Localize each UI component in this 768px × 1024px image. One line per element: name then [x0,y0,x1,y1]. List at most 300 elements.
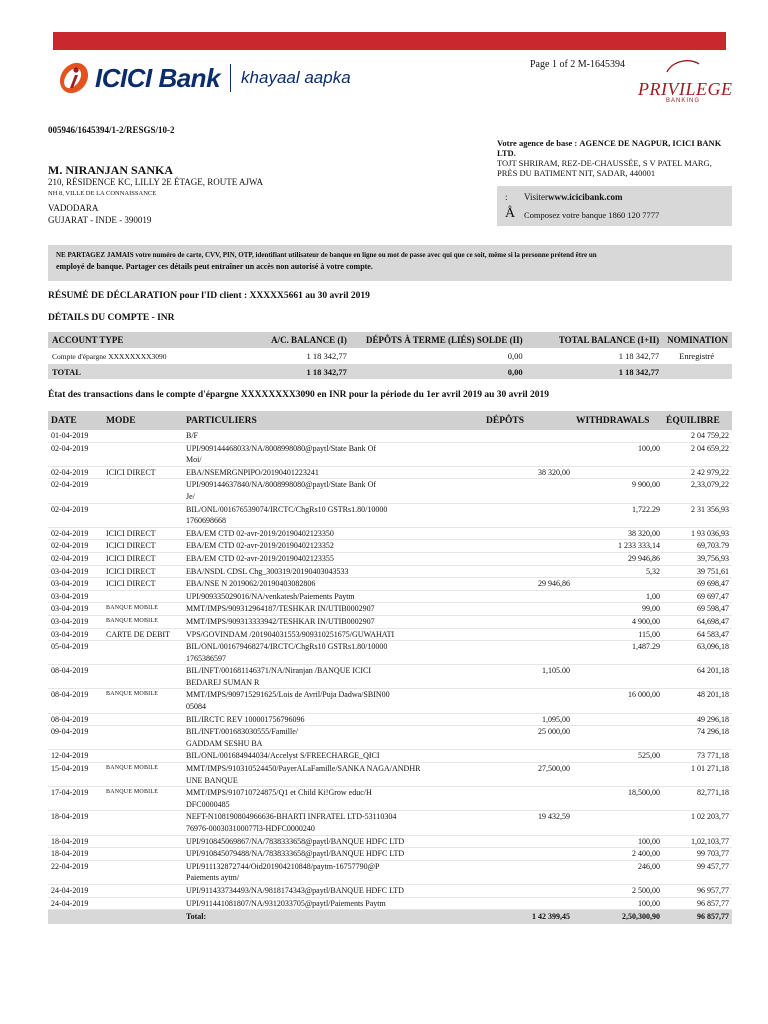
account-type-cell: Compte d'épargne XXXXXXXX3090 [52,351,167,361]
tx-withdrawal-cell: 2 500,00 [573,884,663,897]
customer-address-line2: NH 8, VILLE DE LA CONNAISSANCE [48,190,157,197]
table-row [48,750,732,763]
tx-particulars-cell: BIL/INFT/001681146371/NA/Niranjan /BANQUE ICICI [186,666,372,676]
tx-particulars-cell: NEFT-N108190804966636-BHARTI INFRATEL LTD-53110304 [186,812,397,822]
total-balance-cell: 1 18 342,77 [618,351,660,361]
table-row [48,665,732,677]
warning-line2: employé de banque. Partager ces détails peut entraîner un accès non autorisé à votre compte. [56,262,373,271]
customer-city: VADODARA [48,203,99,213]
tx-balance-cell: 39,756,93 [663,552,732,565]
transactions-table [48,411,732,924]
tx-deposit-cell [483,860,573,872]
tx-deposit-cell [483,848,573,861]
tx-withdrawal-cell: 1,00 [573,590,663,603]
account-header-row [48,332,732,348]
summary-title: RÉSUMÉ DE DÉCLARATION pour l'ID client : XXXXX5661 au 30 avril 2019 [48,291,370,301]
phone-line: Composez votre banque 1860 120 7777 [524,210,660,220]
tx-balance-cell: 69,703.79 [663,540,732,553]
table-row [48,527,732,540]
home-branch [497,138,732,178]
web-prefix: Visiter [524,192,548,202]
tx-date-cell [48,454,103,466]
tx-date-cell: 12-04-2019 [48,750,103,763]
tx-mode-cell [103,848,183,861]
table-row [48,603,732,616]
tx-date-cell: 02-04-2019 [48,552,103,565]
tx-mode-cell: CARTE DE DEBIT [103,628,183,641]
top-red-bar [53,32,726,50]
table-row [48,628,732,641]
logo-separator [230,64,231,92]
tx-mode-cell: BANQUE MOBILE [106,691,159,698]
tx-balance-cell: 2 31 356,93 [691,504,729,514]
tx-date-cell: 02-04-2019 [48,540,103,553]
tx-particulars-cell: UPI/911433734493/NA/9818174343@paytl/BANQUE HDFC LTD [183,884,483,897]
tx-balance-cell: 64 201,18 [697,666,729,676]
total-spacer-date [48,910,103,925]
icici-logo-icon [57,61,91,95]
tx-withdrawal-cell: 246,00 [638,861,660,871]
table-row [48,848,732,861]
tx-withdrawal-cell: 5,32 [573,565,663,578]
tx-deposit-cell [483,430,573,442]
tx-deposit-cell [483,615,573,628]
tx-deposit-cell [483,491,573,503]
tx-mode-cell [103,665,183,677]
tx-particulars-cell: Paiements aytm/ [183,872,483,884]
tx-deposit-cell: 27,500,00 [538,764,570,774]
tx-mode-cell: BANQUE MOBILE [106,789,159,796]
table-row [48,466,732,479]
tx-withdrawal-cell [573,466,663,479]
tx-mode-cell [103,811,183,823]
tx-withdrawal-cell: 99,00 [573,603,663,616]
tx-date-cell [48,823,103,835]
account-total-nomination [663,364,732,379]
customer-name: M. NIRANJAN SANKA [48,163,173,177]
tx-particulars-cell: BIL/ONL/001679468274/IRCTC/ChgRs10 GSTRs1.80/10000 [186,642,388,652]
tx-date-cell: 03-04-2019 [48,565,103,578]
tx-particulars-cell: Je/ [183,491,483,503]
tx-deposit-cell [483,603,573,616]
tx-particulars-cell: MMT/IMPS/910310524450/PayerALaFamille/SANKA NAGA/ANDHR [186,764,421,774]
tx-mode-cell [103,823,183,835]
mode-header: MODE [103,411,183,430]
tx-particulars-cell: VPS/GOVINDAM /201904031553/909310251675/GUWAHATI [183,628,483,641]
table-row [48,775,732,787]
table-row [48,763,732,775]
tx-balance-cell [663,701,732,713]
tx-date-cell: 03-04-2019 [48,578,103,591]
branch-address-line2: PRÈS DU BATIMENT NIT, SADAR, 440001 [497,168,656,178]
tx-mode-cell: BANQUE MOBILE [103,615,183,628]
tx-withdrawal-cell [573,713,663,726]
tx-withdrawal-cell [573,430,663,442]
transactions-total-row [48,910,732,925]
nomination-header: NOMINATION [663,332,732,348]
tx-balance-cell: 69 698,47 [663,578,732,591]
tx-deposit-cell: 29 946,86 [483,578,573,591]
table-row [48,479,732,491]
tx-balance-cell: 74 296,18 [697,727,729,737]
tx-particulars-cell: EBA/EM CTD 02-avr-2019/20190402123350 [183,527,483,540]
tx-particulars-cell: Moi/ [183,454,483,466]
tx-particulars-cell: BIL/ONL/001676539074/IRCTC/ChgRs10 GSTRs1.80/10000 [186,504,388,514]
privilege-swirl-icon [663,58,703,74]
table-row [48,897,732,910]
tx-withdrawal-cell [573,738,663,750]
total-balance: 96 857,77 [663,910,732,925]
tx-deposit-cell [483,552,573,565]
tx-balance-cell [663,515,732,527]
table-row [48,641,732,653]
tx-deposit-cell: 25 000,00 [538,727,570,737]
tx-balance-cell: 82,771,18 [697,788,729,798]
tx-mode-cell [103,454,183,466]
tx-date-cell: 08-04-2019 [51,666,89,676]
tx-balance-cell [663,677,732,689]
tx-date-cell [48,677,103,689]
tx-balance-cell [663,653,732,665]
tx-date-cell: 17-04-2019 [51,788,89,798]
tx-withdrawal-cell [573,872,663,884]
tx-particulars-cell: UPI/909335029016/NA/venkatesh/Paiements Paytm [183,590,483,603]
tx-particulars-cell: MMT/IMPS/909312964187/TESHKAR IN/UTIB0002907 [183,603,483,616]
tx-balance-cell: 73 771,18 [663,750,732,763]
tx-mode-cell [103,713,183,726]
transactions-header-row [48,411,732,430]
table-row [48,578,732,591]
tx-withdrawal-cell [573,763,663,775]
privilege-main-text: PRIVILEGE [638,79,733,99]
tx-date-cell [48,701,103,713]
customer-address [48,164,263,226]
tx-particulars-cell: GADDAM SESHU BA [183,738,483,750]
tx-mode-cell [103,442,183,454]
tx-withdrawal-cell [573,799,663,811]
tx-deposit-cell [483,799,573,811]
tx-deposit-cell [483,775,573,787]
tx-withdrawal-cell: 1,487.29 [632,642,660,652]
tx-mode-cell [103,884,183,897]
account-row [48,348,732,364]
tx-mode-cell [103,677,183,689]
withdrawals-header: WITHDRAWALS [573,411,663,430]
table-row [48,565,732,578]
tx-mode-cell [103,897,183,910]
table-row [48,799,732,811]
table-row [48,860,732,872]
tx-mode-cell [103,653,183,665]
statement-period-title: État des transactions dans le compte d'épargne XXXXXXXX3090 en INR pour la période du 1er avril 2019 au 30 avril 2019 [48,390,550,400]
customer-address-line1: 210, RÉSIDENCE KC, LILLY 2E ÉTAGE, ROUTE AJWA [48,177,264,187]
phone-icon: Å [505,206,516,221]
tx-mode-cell [103,872,183,884]
tx-particulars-cell: 76976-000303100077l3-HDFC0000240 [183,823,483,835]
tx-date-cell: 03-04-2019 [48,628,103,641]
tx-mode-cell [103,750,183,763]
tx-particulars-cell: 1760698668 [183,515,483,527]
tx-date-cell: 03-04-2019 [48,615,103,628]
tx-mode-cell [103,738,183,750]
tx-date-cell [48,653,103,665]
tx-deposit-cell [483,454,573,466]
tx-withdrawal-cell: 29 946,86 [573,552,663,565]
tx-balance-cell: 2 42 979,22 [663,466,732,479]
tx-particulars-cell: UNE BANQUE [183,775,483,787]
tx-deposit-cell: 1,105.00 [542,666,570,676]
warning-line1: NE PARTAGEZ JAMAIS votre numéro de carte, CVV, PIN, OTP, identifiant utilisateur de banque en ligne ou mot de passe avec qui que ce soit, même si la personne prétend être un [56,251,597,259]
branch-label: Votre agence de base : [497,138,578,148]
tx-particulars-cell: MMT/IMPS/909313333942/TESHKAR IN/UTIB0002907 [183,615,483,628]
tx-balance-cell: 48 201,18 [697,690,729,700]
tx-withdrawal-cell [573,775,663,787]
tx-balance-cell: 1 02 203,77 [691,812,729,822]
account-total-fd: 0,00 [351,364,527,379]
web-icon: : [505,192,508,202]
tx-particulars-cell: EBA/EM CTD 02-avr-2019/20190402123355 [183,552,483,565]
tx-mode-cell: BANQUE MOBILE [103,603,183,616]
tx-balance-cell: 1 93 036,93 [663,527,732,540]
tx-balance-cell: 99 457,77 [697,861,729,871]
total-withdrawals: 2,50,300,90 [573,910,663,925]
tx-balance-cell: 69 697,47 [663,590,732,603]
date-header: DATE [48,411,103,430]
bank-tagline: khayaal aapka [241,68,351,87]
tx-withdrawal-cell [573,491,663,503]
account-details-title: DÉTAILS DU COMPTE - INR [48,313,175,323]
tx-deposit-cell [483,628,573,641]
tx-mode-cell: ICICI DIRECT [103,565,183,578]
table-row [48,726,732,738]
tx-date-cell: 02-04-2019 [51,504,89,514]
ac-balance-header: A/C. BALANCE (I) [204,332,350,348]
tx-mode-cell [103,590,183,603]
total-balance-header: TOTAL BALANCE (I+II) [527,332,664,348]
tx-balance-cell [663,454,732,466]
tx-date-cell: 02-04-2019 [51,480,89,490]
tx-withdrawal-cell [573,578,663,591]
tx-particulars-cell: EBA/NSEMRGNPIPO/20190401223241 [183,466,483,479]
tx-deposit-cell [483,503,573,515]
ac-balance-cell: 1 18 342,77 [306,351,347,361]
tx-date-cell: 08-04-2019 [48,713,103,726]
tx-withdrawal-cell [573,454,663,466]
tx-deposit-cell [483,540,573,553]
tx-particulars-cell: UPI/911132872744/Oid201904210848/paytm-16757790@P [186,861,380,871]
table-row [48,787,732,799]
tx-withdrawal-cell [573,677,663,689]
tx-withdrawal-cell: 9 900,00 [632,480,660,490]
customer-state: GUJARAT - INDE - 390019 [48,215,152,225]
total-deposits: 1 42 399,45 [483,910,573,925]
tx-deposit-cell [483,787,573,799]
web-link[interactable]: www.icicibank.com [547,192,623,202]
tx-mode-cell [103,503,183,515]
tx-withdrawal-cell: 2 400,00 [573,848,663,861]
privilege-banking-logo [638,58,733,104]
table-row [48,552,732,565]
tx-date-cell [48,491,103,503]
account-summary-table [48,332,732,379]
tx-withdrawal-cell: 4 900,00 [573,615,663,628]
tx-mode-cell: ICICI DIRECT [103,527,183,540]
tx-mode-cell [103,479,183,491]
tx-date-cell: 02-04-2019 [51,443,89,453]
tx-particulars-cell: 1765386597 [183,653,483,665]
tx-date-cell [48,775,103,787]
transactions-body [48,430,732,910]
table-row [48,884,732,897]
table-row [48,515,732,527]
tx-particulars-cell: EBA/NSDL CDSL Chg_300319/20190403043533 [183,565,483,578]
tx-particulars-cell: EBA/NSE N 2019062/20190403082806 [183,578,483,591]
tx-deposit-cell [483,689,573,701]
tx-deposit-cell: 19 432,59 [538,812,570,822]
tx-withdrawal-cell [573,665,663,677]
table-row [48,677,732,689]
table-row [48,653,732,665]
tx-withdrawal-cell [573,811,663,823]
table-row [48,430,732,442]
deposits-header: DÉPÔTS [483,411,573,430]
tx-withdrawal-cell: 100,00 [573,835,663,848]
tx-balance-cell [663,799,732,811]
tx-mode-cell [103,430,183,442]
table-row [48,689,732,701]
total-label: Total: [183,910,483,925]
tx-particulars-cell: UPI/911441081807/NA/9312033705@paytl/Paiements Paytm [183,897,483,910]
tx-mode-cell: ICICI DIRECT [103,578,183,591]
tx-deposit-cell [483,750,573,763]
tx-date-cell: 15-04-2019 [51,764,89,774]
table-row [48,442,732,454]
tx-particulars-cell: BIL/IRCTC REV 100001756796096 [183,713,483,726]
tx-particulars-cell: BIL/INFT/001683030555/Famille/ [186,727,298,737]
tx-date-cell: 02-04-2019 [48,466,103,479]
tx-mode-cell [103,641,183,653]
tx-withdrawal-cell: 115,00 [573,628,663,641]
tx-withdrawal-cell: 100,00 [638,443,660,453]
tx-deposit-cell [483,590,573,603]
tx-particulars-cell: UPI/910845069867/NA/7838333658@paytl/BANQUE HDFC LTD [183,835,483,848]
account-total-label: TOTAL [48,364,204,379]
bank-name: ICICI Bank [95,62,221,93]
tx-date-cell: 18-04-2019 [51,812,89,822]
tx-date-cell [48,872,103,884]
tx-particulars-cell: EBA/EM CTD 02-avr-2019/20190402123352 [183,540,483,553]
tx-balance-cell [663,872,732,884]
table-row [48,738,732,750]
tx-mode-cell: BANQUE MOBILE [106,765,159,772]
tx-particulars-cell: B/F [183,430,483,442]
privilege-sub-text: BANKING [665,98,700,104]
tx-deposit-cell [483,738,573,750]
tx-deposit-cell [483,527,573,540]
tx-deposit-cell [483,653,573,665]
table-row [48,823,732,835]
tx-deposit-cell [483,442,573,454]
table-row [48,615,732,628]
tx-mode-cell [103,491,183,503]
tx-particulars-cell: MMT/IMPS/910710724875/Q1 et Child Ki!Grow educ/H [186,788,372,798]
table-row [48,872,732,884]
tx-balance-cell: 1,02,103,77 [663,835,732,848]
tx-date-cell: 18-04-2019 [48,848,103,861]
tx-particulars-cell: BEDAREJ SUMAN R [183,677,483,689]
tx-date-cell: 24-04-2019 [48,884,103,897]
tx-date-cell: 08-04-2019 [51,690,89,700]
tx-balance-cell: 2,33,079,22 [691,480,729,490]
particulars-header: PARTICULIERS [183,411,483,430]
tx-mode-cell [103,515,183,527]
tx-date-cell: 03-04-2019 [48,603,103,616]
tx-date-cell [48,515,103,527]
account-total-row [48,364,732,379]
web-line [524,192,622,202]
tx-withdrawal-cell [573,515,663,527]
table-row [48,701,732,713]
tx-balance-cell: 2 04 759,22 [663,430,732,442]
tx-balance-cell [663,775,732,787]
tx-date-cell: 24-04-2019 [48,897,103,910]
tx-withdrawal-cell: 38 320,00 [573,527,663,540]
tx-date-cell [48,738,103,750]
tx-balance-cell: 49 296,18 [663,713,732,726]
tx-mode-cell [103,726,183,738]
tx-balance-cell: 64 583,47 [663,628,732,641]
tx-deposit-cell [483,897,573,910]
table-row [48,811,732,823]
tx-balance-cell: 96 857,77 [663,897,732,910]
table-row [48,540,732,553]
tx-particulars-cell: BIL/ONL/001684944034/Accelyst S/FREECHARGE_QICI [183,750,483,763]
tx-withdrawal-cell [573,653,663,665]
tx-particulars-cell: MMT/IMPS/909715291625/Lois de Avril/Puja Dadwa/SBIN00 [186,690,390,700]
tx-mode-cell: ICICI DIRECT [103,466,183,479]
tx-deposit-cell [483,565,573,578]
tx-balance-cell: 69 598,47 [663,603,732,616]
tx-withdrawal-cell: 100,00 [573,897,663,910]
tx-balance-cell: 2 04 659,22 [691,443,729,453]
tx-mode-cell [103,775,183,787]
tx-withdrawal-cell: 16 000,00 [628,690,660,700]
table-row [48,491,732,503]
tx-deposit-cell [483,515,573,527]
tx-mode-cell [103,835,183,848]
account-type-header: ACCOUNT TYPE [48,332,204,348]
tx-withdrawal-cell: 1 233 333,14 [573,540,663,553]
tx-deposit-cell [483,701,573,713]
tx-balance-cell: 1 01 271,18 [691,764,729,774]
tx-date-cell [48,799,103,811]
tx-deposit-cell: 38 320,00 [483,466,573,479]
tx-withdrawal-cell: 525,00 [573,750,663,763]
tx-date-cell: 22-04-2019 [51,861,89,871]
nomination-cell: Enregistré [679,351,715,361]
tx-withdrawal-cell [573,701,663,713]
table-row [48,454,732,466]
tx-balance-cell: 99 703,77 [663,848,732,861]
tx-mode-cell [103,860,183,872]
table-row [48,590,732,603]
tx-balance-cell: 64,698,47 [663,615,732,628]
balance-header: ÉQUILIBRE [663,411,732,430]
total-spacer-mode [103,910,183,925]
table-row [48,503,732,515]
tx-balance-cell: 39 751,61 [663,565,732,578]
tx-date-cell: 03-04-2019 [48,590,103,603]
